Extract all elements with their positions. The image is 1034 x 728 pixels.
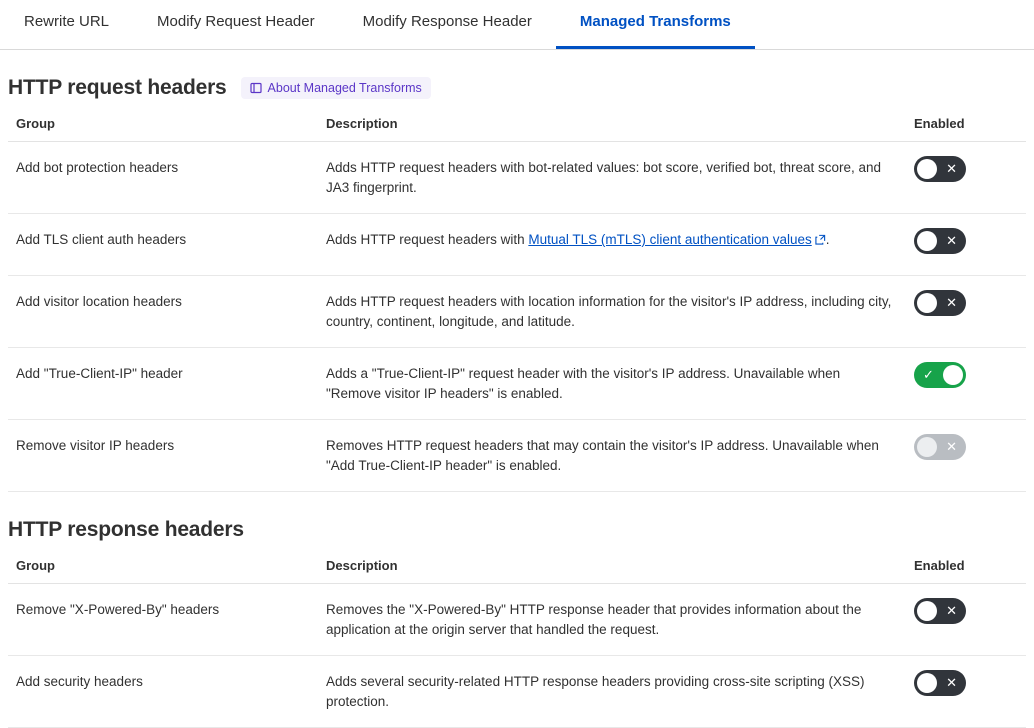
toggle-knob [917,601,937,621]
toggle-knob [943,365,963,385]
request-headers-table [8,116,1026,492]
row-description-text: Adds a "True-Client-IP" request header with the visitor's IP address. Unavailable when "Remove visitor IP headers" is enabled. [326,366,841,401]
toggle-off-icon: ✕ [946,675,957,690]
toggle-knob [917,293,937,313]
row-group-name: Add bot protection headers [8,142,314,214]
tab-label: Modify Response Header [362,13,532,30]
row-group-name: Add "True-Client-IP" header [8,348,314,420]
about-managed-transforms-label: About Managed Transforms [267,81,422,95]
table-row [8,348,1026,420]
row-enabled-cell [906,214,1026,276]
row-group-name: Add TLS client auth headers [8,214,314,276]
row-description [314,420,906,492]
column-header-description: Description [314,558,906,584]
toggle-add-tls-client-auth-headers[interactable] [914,228,966,254]
table-row [8,276,1026,348]
row-group-name: Add visitor location headers [8,276,314,348]
row-enabled-cell [906,348,1026,420]
column-header-group: Group [8,116,314,142]
table-row [8,420,1026,492]
row-description-text: Adds HTTP request headers with bot-related values: bot score, verified bot, threat score, and JA3 fingerprint. [326,160,882,195]
response-section-title: HTTP response headers [8,518,244,541]
toggle-knob [917,159,937,179]
row-description-text: Adds HTTP request headers with location information for the visitor's IP address, including city, country, continent, longitude, and latitude. [326,294,892,329]
row-description [314,142,906,214]
tab-bar [0,0,1034,50]
tab-label: Managed Transforms [579,13,731,30]
row-description [314,214,906,276]
table-row [8,142,1026,214]
tab-rewrite-url[interactable] [0,12,133,49]
row-enabled-cell [906,142,1026,214]
table-header-row [8,116,1026,142]
link-label: Mutual TLS (mTLS) client authentication values [528,232,812,247]
tab-managed-transforms[interactable] [556,12,755,49]
response-section-header [8,518,1026,542]
toggle-add-true-client-ip-header[interactable] [914,362,966,388]
table-row [8,656,1026,728]
row-enabled-cell [906,584,1026,656]
row-description: Removes the "X-Powered-By" HTTP response header that provides information about the application at the origin server that handled the request. [314,584,906,656]
row-group-name: Add security headers [8,656,314,728]
row-description-text: Adds HTTP request headers with [326,232,529,247]
toggle-knob [917,437,937,457]
tab-modify-request-header[interactable] [133,12,339,49]
row-description: Adds several security-related HTTP response headers providing cross-site scripting (XSS) protection. [314,656,906,728]
column-header-group: Group [8,558,314,584]
toggle-off-icon: ✕ [946,603,957,618]
column-header-description: Description [314,116,906,142]
toggle-remove-x-powered-by-headers[interactable] [914,598,966,624]
toggle-on-icon: ✓ [923,367,934,382]
toggle-off-icon: ✕ [946,233,957,248]
table-row [8,214,1026,276]
toggle-knob [917,673,937,693]
toggle-knob [917,231,937,251]
toggle-off-icon: ✕ [946,161,957,176]
table-header-row [8,558,1026,584]
column-header-enabled: Enabled [906,558,1026,584]
tab-label: Rewrite URL [24,13,110,30]
toggle-add-security-headers[interactable] [914,670,966,696]
http-response-headers-section [0,518,1034,728]
tab-modify-response-header[interactable] [339,12,556,49]
row-enabled-cell [906,656,1026,728]
about-managed-transforms-link[interactable] [241,77,431,99]
external-link-icon [815,232,826,247]
toggle-add-bot-protection-headers[interactable] [914,156,966,182]
toggle-add-visitor-location-headers[interactable] [914,290,966,316]
response-headers-table [8,558,1026,728]
row-description [314,276,906,348]
mtls-client-auth-link[interactable] [528,232,825,247]
request-section-header [8,76,1026,100]
page-title: HTTP request headers [8,76,227,99]
http-request-headers-section [0,76,1034,492]
toggle-off-icon: ✕ [946,295,957,310]
tab-label: Modify Request Header [157,13,315,30]
row-description-text: Removes HTTP request headers that may contain the visitor's IP address. Unavailable when "Add True-Client-IP header" is enabled. [326,438,879,473]
column-header-enabled: Enabled [906,116,1026,142]
row-enabled-cell [906,420,1026,492]
row-description [314,348,906,420]
row-enabled-cell [906,276,1026,348]
toggle-remove-visitor-ip-headers [914,434,966,460]
book-icon [250,82,262,94]
toggle-off-icon: ✕ [946,439,957,454]
row-group-name: Remove visitor IP headers [8,420,314,492]
table-row [8,584,1026,656]
row-group-name: Remove "X-Powered-By" headers [8,584,314,656]
row-description-suffix: . [825,232,830,247]
